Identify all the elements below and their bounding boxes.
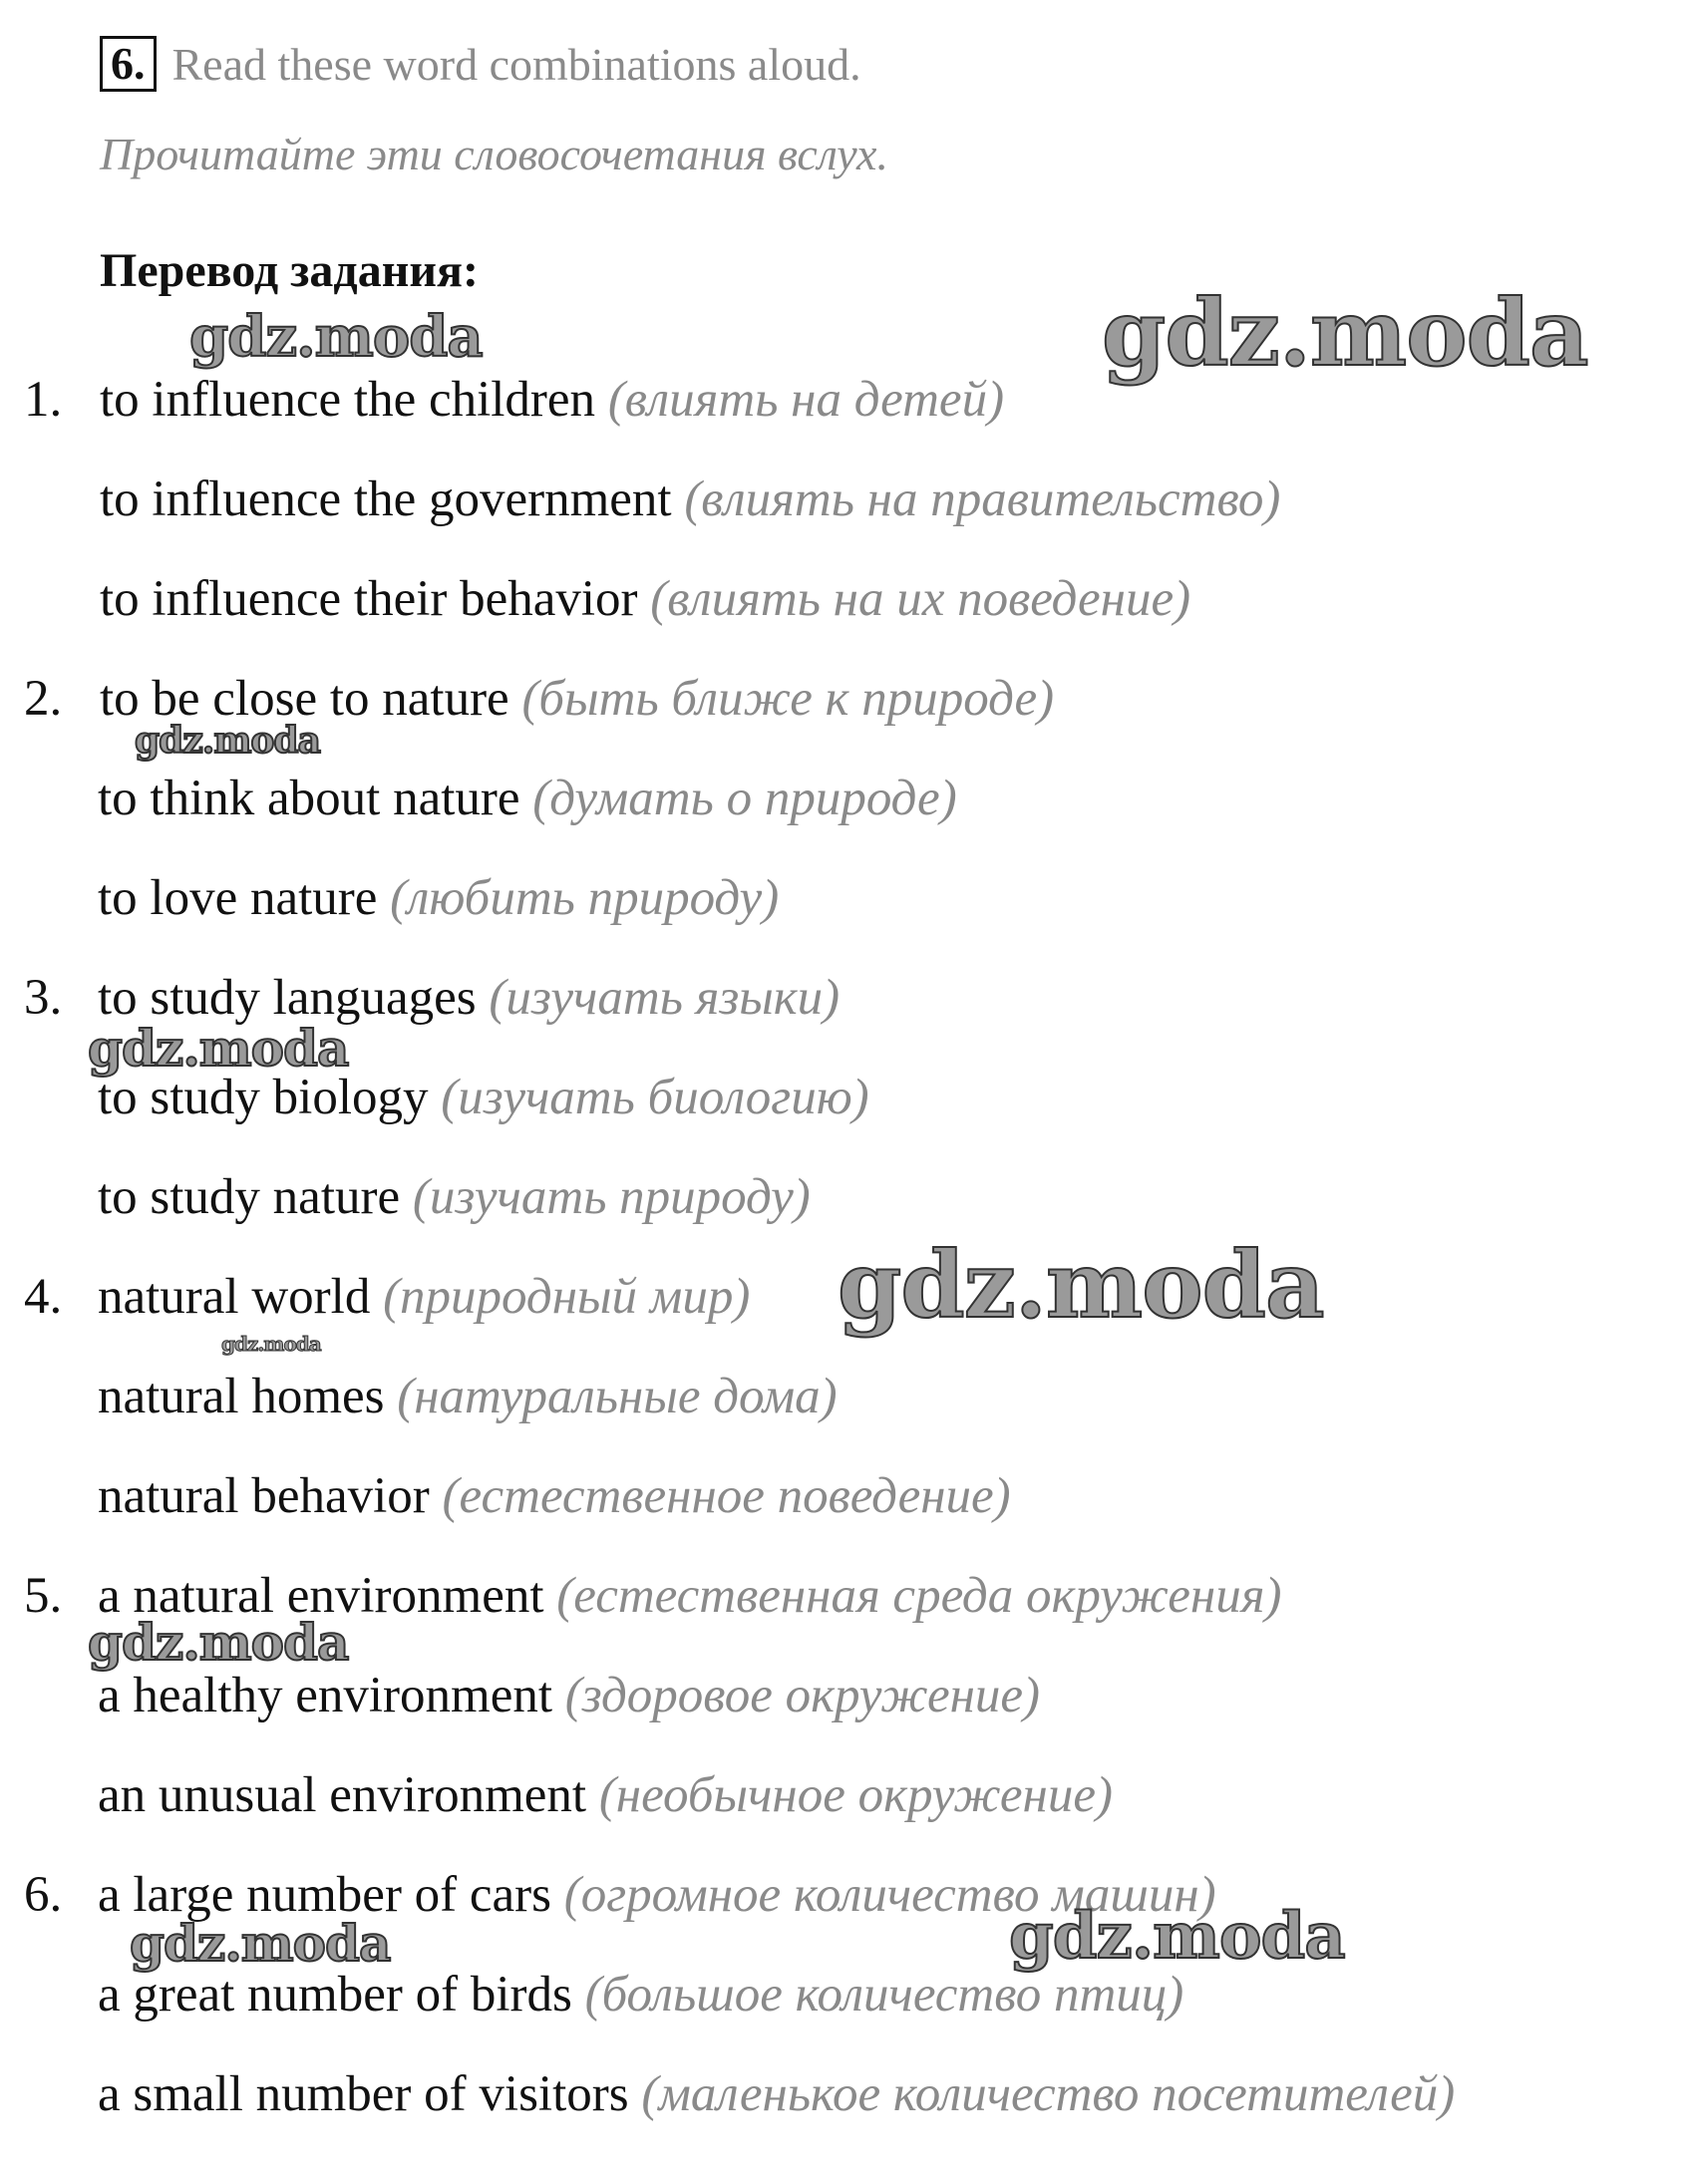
phrase-english: to think about nature	[98, 771, 520, 826]
list-item	[100, 370, 1004, 430]
task-header	[100, 36, 861, 92]
phrase-english: to study languages	[98, 970, 477, 1026]
list-item	[100, 569, 1190, 629]
watermark: gdz.moda	[135, 720, 320, 762]
list-item	[98, 769, 957, 828]
list-item	[98, 1765, 1113, 1825]
phrase-translation: (большое количество птиц)	[584, 1967, 1184, 2023]
list-item	[98, 1666, 1040, 1725]
phrase-translation: (быть ближе к природе)	[521, 671, 1055, 727]
watermark: gdz.moda	[221, 1332, 321, 1356]
group-number-2: 2.	[24, 671, 63, 727]
phrase-translation: (необычное окружение)	[598, 1767, 1113, 1823]
phrase-english: to study biology	[98, 1070, 429, 1125]
phrase-english: to love nature	[98, 870, 378, 926]
phrase-english: a large number of cars	[98, 1867, 552, 1923]
list-item	[98, 868, 779, 928]
phrase-translation: (изучать языки)	[489, 970, 841, 1026]
phrase-english: natural behavior	[98, 1468, 430, 1524]
phrase-english: a great number of birds	[98, 1967, 572, 2023]
group-number-5: 5.	[24, 1568, 63, 1624]
list-item	[98, 1965, 1183, 2025]
phrase-translation: (здоровое окружение)	[564, 1668, 1040, 1723]
instruction-russian: Прочитайте эти словосочетания вслух.	[100, 129, 888, 179]
phrase-translation: (маленькое количество посетителей)	[641, 2066, 1456, 2122]
phrase-translation: (изучать биологию)	[441, 1070, 869, 1125]
phrase-translation: (естественная среда окружения)	[556, 1568, 1282, 1624]
phrase-translation: (натуральные дома)	[397, 1369, 838, 1424]
phrase-english: to influence the children	[100, 372, 596, 428]
watermark: gdz.moda	[130, 1914, 391, 1973]
list-item	[100, 469, 1280, 529]
group-number-1: 1.	[24, 372, 63, 428]
list-item	[98, 1267, 750, 1327]
phrase-translation: (естественное поведение)	[442, 1468, 1011, 1524]
phrase-english: natural homes	[98, 1369, 385, 1424]
phrase-english: to be close to nature	[100, 671, 509, 727]
instruction-english: Read these word combinations aloud.	[171, 38, 861, 90]
watermark: gdz.moda	[838, 1231, 1324, 1339]
phrase-english: to study nature	[98, 1169, 401, 1225]
phrase-english: a healthy environment	[98, 1668, 553, 1723]
phrase-english: a natural environment	[98, 1568, 544, 1624]
phrase-translation: (влиять на детей)	[607, 372, 1005, 428]
phrase-english: to influence the government	[100, 471, 672, 527]
watermark: gdz.moda	[1102, 279, 1588, 387]
phrase-translation: (влиять на их поведение)	[650, 571, 1191, 627]
phrase-english: an unusual environment	[98, 1767, 587, 1823]
list-item	[98, 1167, 811, 1227]
phrase-translation: (думать о природе)	[532, 771, 957, 826]
watermark: gdz.moda	[88, 1019, 349, 1078]
phrase-english: natural world	[98, 1269, 371, 1325]
phrase-translation: (влиять на правительство)	[684, 471, 1281, 527]
phrase-english: to influence their behavior	[100, 571, 638, 627]
list-item	[98, 2064, 1455, 2124]
watermark: gdz.moda	[1009, 1899, 1345, 1974]
phrase-translation: (изучать природу)	[412, 1169, 811, 1225]
group-number-3: 3.	[24, 970, 63, 1026]
phrase-translation: (природный мир)	[383, 1269, 751, 1325]
list-item	[98, 1367, 838, 1426]
watermark: gdz.moda	[88, 1613, 349, 1672]
group-number-6: 6.	[24, 1867, 63, 1923]
translation-heading: Перевод задания:	[100, 244, 479, 297]
phrase-translation: (огромное количество машин)	[563, 1867, 1216, 1923]
task-number: 6.	[100, 36, 157, 92]
list-item	[98, 1466, 1011, 1526]
phrase-translation: (любить природу)	[390, 870, 780, 926]
group-number-4: 4.	[24, 1269, 63, 1325]
watermark: gdz.moda	[189, 304, 483, 370]
phrase-english: a small number of visitors	[98, 2066, 629, 2122]
